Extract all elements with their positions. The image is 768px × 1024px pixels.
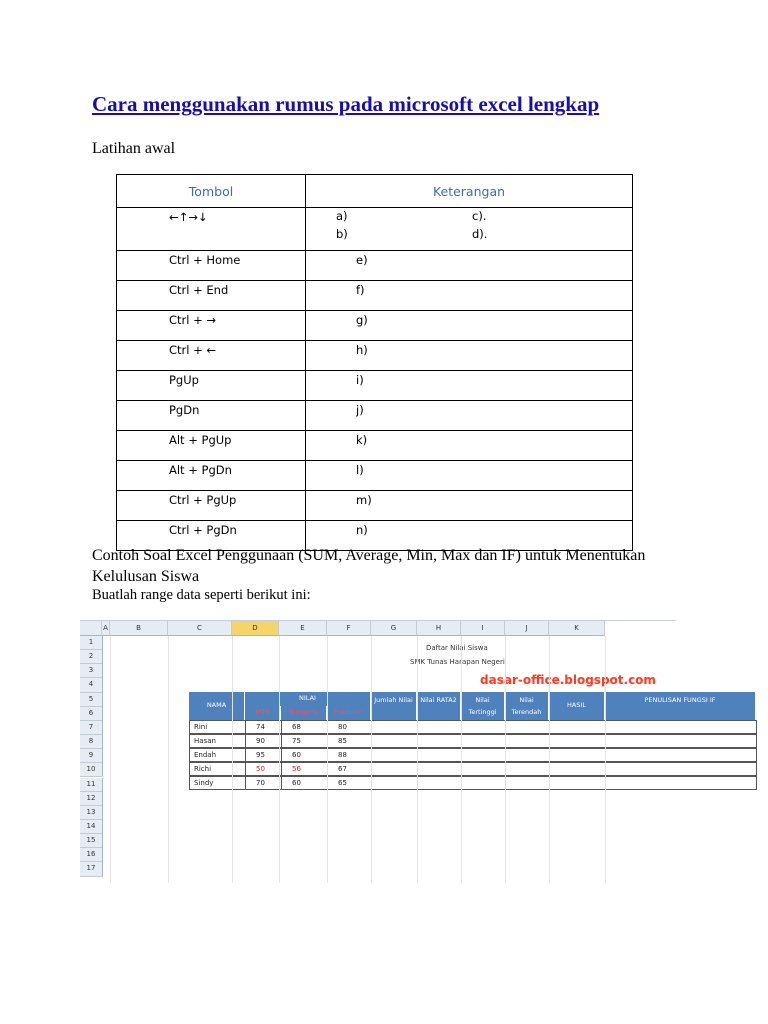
cell-empty [605, 720, 757, 734]
cell-name: Rini [189, 720, 246, 734]
column-header-d: D [232, 621, 279, 636]
cell-empty [605, 748, 757, 762]
cell-name: Hasan [189, 734, 246, 748]
shortcut-key: Alt + PgDn [117, 461, 306, 491]
header-tombol: Tombol [117, 175, 306, 208]
column-header-b: B [110, 621, 168, 636]
cell-bing: 56 [281, 762, 328, 776]
shortcut-table [116, 174, 633, 551]
grid-line [110, 636, 111, 883]
header-rata: Nilai RATA2 [417, 692, 461, 720]
cell-empty [417, 734, 462, 748]
select-all-corner [80, 621, 102, 636]
header-mtk: MTK [245, 706, 281, 720]
grid-line [168, 636, 169, 883]
instruction-text: Buatlah range data seperti berikut ini: [92, 587, 311, 603]
shortcut-row [117, 401, 633, 431]
cell-bing: 60 [281, 776, 328, 790]
shortcut-key: Ctrl + PgDn [117, 521, 306, 551]
cell-empty [417, 776, 462, 790]
cell-empty [461, 748, 506, 762]
row-header-9: 9 [80, 749, 103, 763]
shortcut-row [117, 251, 633, 281]
row-header-6: 6 [80, 707, 103, 721]
row-header-12: 12 [80, 792, 103, 806]
column-header-g: G [371, 621, 417, 636]
row-header-15: 15 [80, 834, 103, 848]
shortcut-key: Ctrl + Home [117, 251, 306, 281]
grid-line [549, 636, 550, 883]
cell-empty [461, 734, 506, 748]
shortcut-row [117, 371, 633, 401]
cell-mtk: 70 [245, 776, 282, 790]
cell-empty [505, 748, 550, 762]
column-header-h: H [417, 621, 461, 636]
cell-name: Richi [189, 762, 246, 776]
cell-empty [549, 776, 606, 790]
shortcut-row [117, 491, 633, 521]
cell-empty [505, 734, 550, 748]
shortcut-desc: j) [306, 401, 633, 431]
header-jumlah: Jumlah Nilai [371, 692, 417, 720]
cell-bing: 60 [281, 748, 328, 762]
header-nilai: NILAI [245, 692, 371, 706]
row-header-10: 10 [80, 763, 103, 777]
grid-line [605, 636, 606, 883]
row-header-5: 5 [80, 693, 103, 707]
header-bahasa: B.Inggris [281, 706, 327, 720]
cell-empty [605, 762, 757, 776]
cell-empty [549, 734, 606, 748]
row-header-11: 11 [80, 778, 103, 792]
cell-empty [505, 762, 550, 776]
row-header-4: 4 [80, 678, 103, 692]
header-tertinggi: Nilai Tertinggi [461, 692, 505, 720]
cell-empty [371, 762, 418, 776]
row-header-8: 8 [80, 735, 103, 749]
header-keterangan: Keterangan [306, 175, 633, 208]
cell-empty [549, 762, 606, 776]
sheet-title-2: SMK Tunas Harapan Negeri [410, 658, 505, 666]
cell-empty [417, 762, 462, 776]
shortcut-key: Ctrl + PgUp [117, 491, 306, 521]
sheet-title-1: Daftar Nilai Siswa [426, 644, 488, 652]
cell-prod: 80 [327, 720, 372, 734]
row-header-1: 1 [80, 636, 103, 650]
cell-empty [505, 776, 550, 790]
header-hasil: HASIL [549, 692, 605, 720]
shortcut-key: Ctrl + → [117, 311, 306, 341]
grid-line [461, 636, 462, 883]
cell-empty [549, 720, 606, 734]
cell-prod: 88 [327, 748, 372, 762]
cell-empty [461, 720, 506, 734]
header-penulisan: PENULISAN FUNGSI IF [605, 692, 756, 720]
shortcut-desc: n) [306, 521, 633, 551]
grid-line [232, 636, 233, 883]
header-produktif: Produktif [327, 706, 371, 720]
row-header-3: 3 [80, 664, 103, 678]
shortcut-key: PgUp [117, 371, 306, 401]
cell-mtk: 95 [245, 748, 282, 762]
arrow-desc-cell: a) c). b) d). [306, 208, 633, 251]
shortcut-key: Ctrl + End [117, 281, 306, 311]
shortcut-row [117, 461, 633, 491]
row-header-7: 7 [80, 721, 103, 735]
cell-prod: 65 [327, 776, 372, 790]
cell-empty [417, 720, 462, 734]
cell-empty [605, 776, 757, 790]
cell-name: Sindy [189, 776, 246, 790]
shortcut-row [117, 431, 633, 461]
row-header-17: 17 [80, 862, 103, 876]
cell-empty [371, 720, 418, 734]
cell-bing: 75 [281, 734, 328, 748]
row-header-16: 16 [80, 848, 103, 862]
column-header-i: I [461, 621, 505, 636]
shortcut-desc: i) [306, 371, 633, 401]
shortcut-desc: l) [306, 461, 633, 491]
shortcut-desc: h) [306, 341, 633, 371]
column-header-c: C [168, 621, 232, 636]
section-subtitle: Latihan awal [92, 140, 176, 157]
arrow-keys-cell: ←↑→↓ [117, 208, 306, 251]
grid-line [327, 636, 328, 883]
page-title[interactable]: Cara menggunakan rumus pada microsoft excel lengkap [92, 92, 600, 116]
example-paragraph: Contoh Soal Excel Penggunaan (SUM, Average, Min, Max dan IF) untuk Menentukan Kelulusan Siswa [92, 547, 646, 585]
cell-empty [417, 748, 462, 762]
cell-bing: 68 [281, 720, 328, 734]
shortcut-desc: g) [306, 311, 633, 341]
cell-prod: 85 [327, 734, 372, 748]
grid-line [371, 636, 372, 883]
shortcut-desc: k) [306, 431, 633, 461]
shortcut-row [117, 341, 633, 371]
shortcut-desc: f) [306, 281, 633, 311]
shortcut-key: Alt + PgUp [117, 431, 306, 461]
shortcut-key: Ctrl + ← [117, 341, 306, 371]
header-terendah: Nilai Terendah [505, 692, 549, 720]
column-header-e: E [279, 621, 327, 636]
shortcut-row [117, 311, 633, 341]
cell-empty [549, 748, 606, 762]
cell-empty [461, 762, 506, 776]
spreadsheet-image [80, 620, 716, 883]
column-header-f: F [327, 621, 371, 636]
row-header-14: 14 [80, 820, 103, 834]
column-header-j: J [505, 621, 549, 636]
watermark: dasar-office.blogspot.com [480, 673, 656, 687]
header-nama: NAMA [189, 692, 245, 720]
cell-mtk: 90 [245, 734, 282, 748]
cell-mtk: 50 [245, 762, 282, 776]
cell-empty [505, 720, 550, 734]
cell-empty [371, 776, 418, 790]
column-header-k: K [549, 621, 605, 636]
shortcut-row [117, 281, 633, 311]
grid-line [417, 636, 418, 883]
shortcut-desc: m) [306, 491, 633, 521]
cell-empty [371, 748, 418, 762]
cell-empty [605, 734, 757, 748]
grid-line [279, 636, 280, 883]
shortcut-key: PgDn [117, 401, 306, 431]
column-header-a: A [102, 621, 110, 636]
grid-line [505, 636, 506, 883]
row-header-13: 13 [80, 806, 103, 820]
cell-empty [371, 734, 418, 748]
cell-mtk: 74 [245, 720, 282, 734]
cell-empty [461, 776, 506, 790]
row-header-2: 2 [80, 650, 103, 664]
cell-name: Endah [189, 748, 246, 762]
shortcut-desc: e) [306, 251, 633, 281]
cell-prod: 67 [327, 762, 372, 776]
